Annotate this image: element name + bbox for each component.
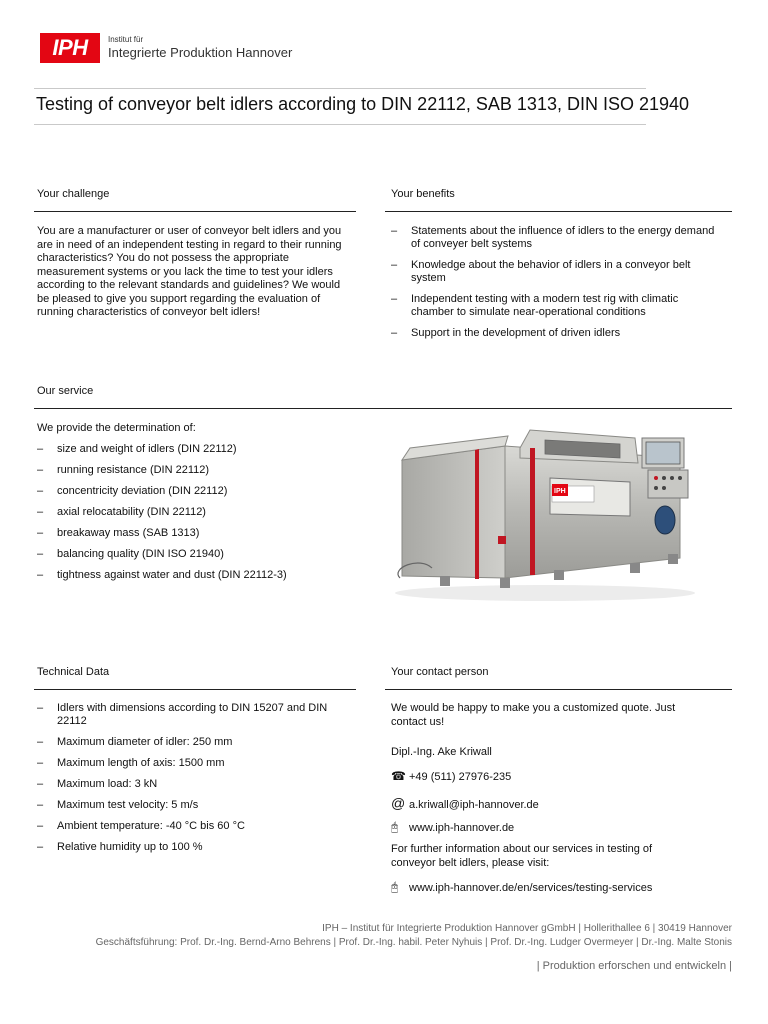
service-heading: Our service [37,385,94,397]
technical-item: – Maximum length of axis: 1500 mm [37,757,337,770]
technical-item: – Relative humidity up to 100 % [37,841,337,854]
technical-rule [34,689,356,690]
service-item: – concentricity deviation (DIN 22112) [37,485,367,498]
iph-logo-mark: IPH [40,33,100,63]
benefits-list [391,225,721,340]
service-item: – running resistance (DIN 22112) [37,464,367,477]
technical-item: – Maximum diameter of idler: 250 mm [37,736,337,749]
services-link-row [391,880,652,895]
logo-small-text: Institut für [108,35,144,44]
mouse-pointer-icon: 🖰 [391,820,399,834]
service-item: – axial relocatability (DIN 22112) [37,506,367,519]
service-item: – size and weight of idlers (DIN 22112) [37,443,367,456]
benefit-item: – Support in the development of driven idlers [391,327,721,340]
service-item: – breakaway mass (SAB 1313) [37,527,367,540]
machine-iph-label: IPH [554,488,566,495]
contact-phone-row [391,769,511,783]
service-intro: We provide the determination of: [37,422,196,434]
benefits-rule [385,211,732,212]
contact-email-row [391,795,539,811]
contact-name: Dipl.-Ing. Ake Kriwall [391,746,492,758]
service-item: – tightness against water and dust (DIN 22112-3) [37,569,367,582]
page-title: Testing of conveyor belt idlers according to DIN 22112, SAB 1313, DIN ISO 21940 [36,94,690,114]
challenge-text: You are a manufacturer or user of conveyor belt idlers and you are in need of an independent testing in regard to their running characteristics? You do not possess the appropriate measurement systems or you lack the time to test your idlers according to the relevant standards and guidelines? We would be pleased to give you support regarding the evaluation of running characteristics of conveyor belt idlers! [37,225,342,318]
technical-item: – Idlers with dimensions according to DIN 15207 and DIN 22112 [37,702,337,728]
footer-slogan: | Produktion erforschen und entwickeln | [536,960,732,972]
contact-rule [385,689,732,690]
logo-institute-name: Integrierte Produktion Hannover [108,45,293,60]
service-rule [34,408,732,409]
contact-email[interactable]: a.kriwall@iph-hannover.de [409,799,539,811]
contact-intro: We would be happy to make you a customized quote. Just contact us! [391,702,676,728]
service-list [37,443,367,582]
technical-list [37,702,337,854]
benefit-item: – Statements about the influence of idlers to the energy demand of conveyer belt systems [391,225,721,251]
footer-management: Geschäftsführung: Prof. Dr.-Ing. Bernd-Arno Behrens | Prof. Dr.-Ing. habil. Peter Nyhuis | Prof. Dr.-Ing. Ludger Overmeyer | Dr.-Ing. Malte Stonis [95,937,732,948]
contact-phone[interactable]: +49 (511) 27976-235 [409,771,512,783]
contact-website-row [391,820,514,835]
services-link[interactable]: www.iph-hannover.de/en/services/testing-services [409,882,653,894]
telephone-icon: ☎ [391,769,406,783]
benefit-item: – Knowledge about the behavior of idlers in a conveyor belt system [391,259,721,285]
test-rig-photo [380,418,700,608]
contact-heading: Your contact person [391,666,489,678]
benefit-item: – Independent testing with a modern test rig with climatic chamber to simulate near-operational conditions [391,293,721,319]
contact-more-info: For further information about our services in testing of conveyor belt idlers, please visit: [391,843,653,869]
technical-heading: Technical Data [37,666,110,678]
benefits-heading: Your benefits [391,188,455,200]
email-at-icon: @ [391,795,406,811]
footer-address: IPH – Institut für Integrierte Produktion Hannover gGmbH | Hollerithallee 6 | 30419 Hannover [322,923,732,934]
technical-item: – Maximum load: 3 kN [37,778,337,791]
service-item: – balancing quality (DIN ISO 21940) [37,548,367,561]
technical-item: – Ambient temperature: -40 °C bis 60 °C [37,820,337,833]
challenge-rule [34,211,356,212]
mouse-pointer-icon: 🖰 [391,880,399,894]
title-bottom-rule [34,124,646,125]
technical-item: – Maximum test velocity: 5 m/s [37,799,337,812]
challenge-heading: Your challenge [37,188,110,200]
contact-website-link[interactable]: www.iph-hannover.de [409,822,515,834]
title-top-rule [34,88,646,89]
